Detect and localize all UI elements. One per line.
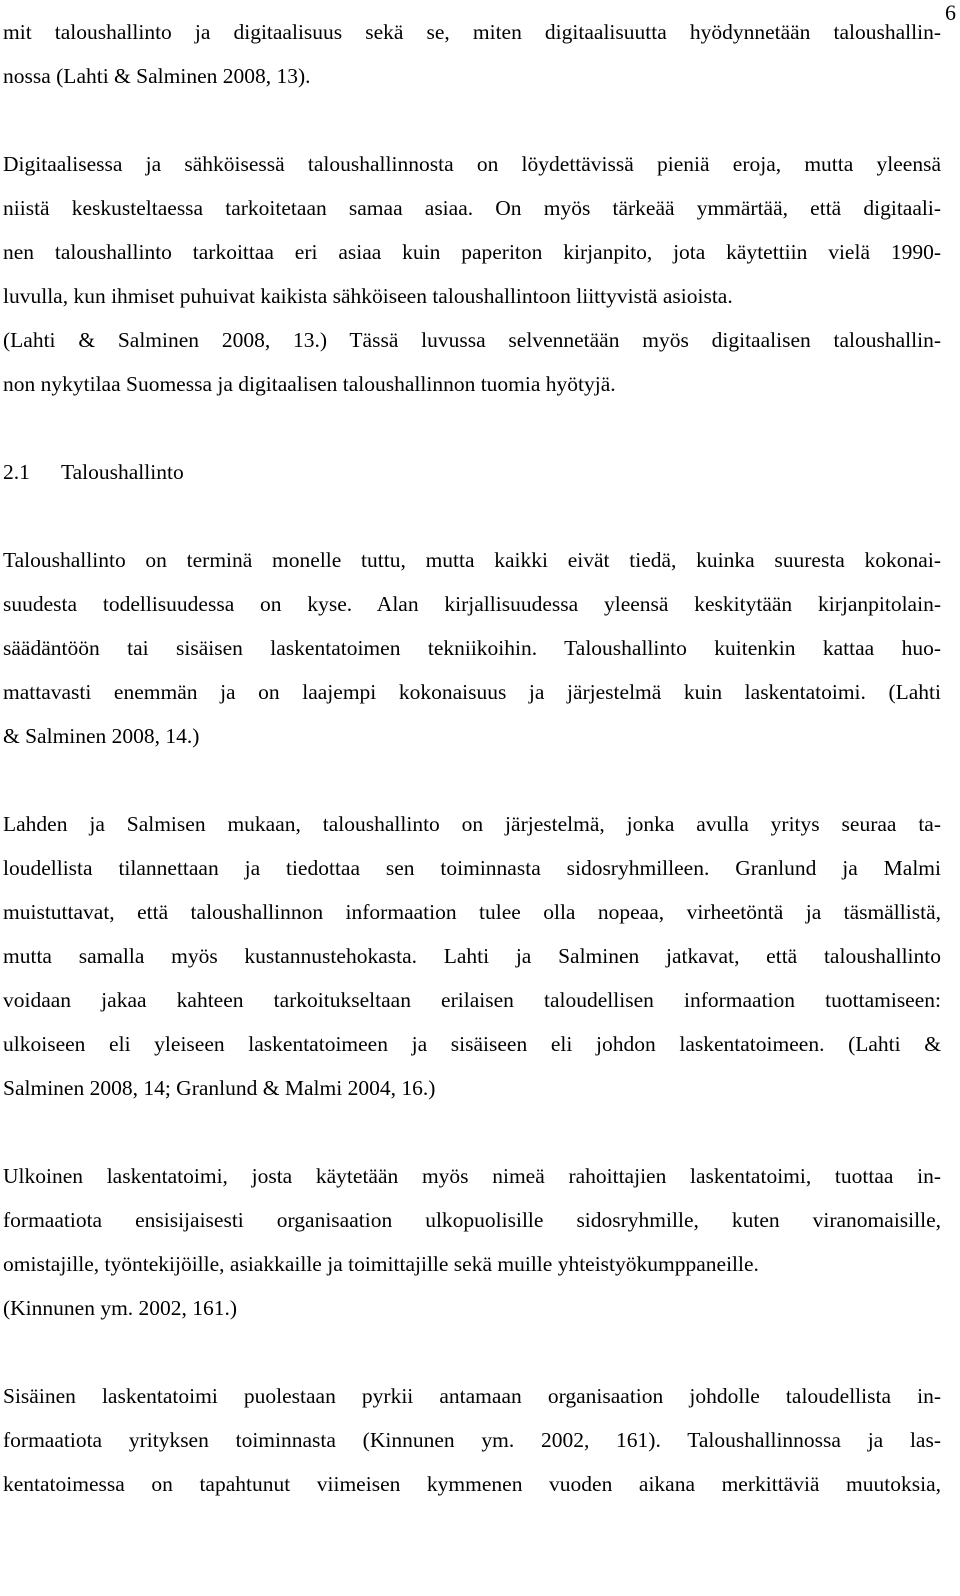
document-page bbox=[3, 10, 941, 1506]
text-line: suudesta todellisuudessa on kyse. Alan kirjallisuudessa yleensä keskitytään kirjanpitolain- bbox=[3, 592, 941, 616]
text-line: Lahden ja Salmisen mukaan, taloushallinto on järjestelmä, jonka avulla yritys seuraa ta- bbox=[3, 812, 941, 836]
text-line: loudellista tilannettaan ja tiedottaa sen toiminnasta sidosryhmilleen. Granlund ja Malmi bbox=[3, 856, 941, 880]
text-line: niistä keskusteltaessa tarkoitetaan samaa asiaa. On myös tärkeää ymmärtää, että digitaali- bbox=[3, 196, 941, 220]
text-line: säädäntöön tai sisäisen laskentatoimen tekniikoihin. Taloushallinto kuitenkin kattaa huo- bbox=[3, 636, 941, 660]
paragraph-lahti-salminen bbox=[3, 802, 941, 1110]
text-line: (Kinnunen ym. 2002, 161.) bbox=[3, 1296, 238, 1320]
section-title: Taloushallinto bbox=[61, 460, 184, 484]
paragraph-ulkoinen-laskentatoimi bbox=[3, 1154, 941, 1330]
text-line: & Salminen 2008, 14.) bbox=[3, 724, 200, 748]
text-line: voidaan jakaa kahteen tarkoitukseltaan erilaisen taloudellisen informaation tuottamiseen: bbox=[3, 988, 941, 1012]
section-number: 2.1 bbox=[3, 460, 30, 484]
text-line: muistuttavat, että taloushallinnon informaation tulee olla nopeaa, virheetöntä ja täsmällistä, bbox=[3, 900, 941, 924]
text-line: Taloushallinto on terminä monelle tuttu, mutta kaikki eivät tiedä, kuinka suuresta kokonai- bbox=[3, 548, 941, 572]
paragraph-digital-accounting bbox=[3, 142, 941, 406]
section-heading bbox=[3, 450, 941, 494]
text-line: (Lahti & Salminen 2008, 13.) Tässä luvussa selvennetään myös digitaalisen taloushallin- bbox=[3, 328, 941, 352]
text-line: omistajille, työntekijöille, asiakkaille ja toimittajille sekä muille yhteistyökumppaneille. bbox=[3, 1252, 759, 1276]
text-line: luvulla, kun ihmiset puhuivat kaikista sähköiseen taloushallintoon liittyvistä asioista. bbox=[3, 284, 733, 308]
text-line: formaatiota yrityksen toiminnasta (Kinnunen ym. 2002, 161). Taloushallinnossa ja las- bbox=[3, 1428, 941, 1452]
paragraph-sisainen-laskentatoimi bbox=[3, 1374, 941, 1506]
text-line: Sisäinen laskentatoimi puolestaan pyrkii antamaan organisaation johdolle taloudellista in- bbox=[3, 1384, 941, 1408]
text-line: ulkoiseen eli yleiseen laskentatoimeen ja sisäiseen eli johdon laskentatoimeen. (Lahti & bbox=[3, 1032, 941, 1056]
paragraph-intro-continuation bbox=[3, 10, 941, 98]
page-number: 6 bbox=[945, 0, 956, 25]
text-line: formaatiota ensisijaisesti organisaation ulkopuolisille sidosryhmille, kuten viranomaisille, bbox=[3, 1208, 941, 1232]
text-line: Ulkoinen laskentatoimi, josta käytetään myös nimeä rahoittajien laskentatoimi, tuottaa in- bbox=[3, 1164, 941, 1188]
text-line: mutta samalla myös kustannustehokasta. Lahti ja Salminen jatkavat, että taloushallinto bbox=[3, 944, 941, 968]
text-line: mattavasti enemmän ja on laajempi kokonaisuus ja järjestelmä kuin laskentatoimi. (Lahti bbox=[3, 680, 941, 704]
text-line: kentatoimessa on tapahtunut viimeisen kymmenen vuoden aikana merkittäviä muutoksia, bbox=[3, 1472, 941, 1496]
paragraph-taloushallinto-definition bbox=[3, 538, 941, 758]
text-line: mit taloushallinto ja digitaalisuus sekä se, miten digitaalisuutta hyödynnetään taloushallin- bbox=[3, 20, 941, 44]
text-line: non nykytilaa Suomessa ja digitaalisen taloushallinnon tuomia hyötyjä. bbox=[3, 372, 616, 396]
text-line: nen taloushallinto tarkoittaa eri asiaa kuin paperiton kirjanpito, jota käytettiin vielä 1990- bbox=[3, 240, 941, 264]
text-line: Digitaalisessa ja sähköisessä taloushallinnosta on löydettävissä pieniä eroja, mutta yleensä bbox=[3, 152, 941, 176]
text-line: Salminen 2008, 14; Granlund & Malmi 2004, 16.) bbox=[3, 1076, 436, 1100]
text-line: nossa (Lahti & Salminen 2008, 13). bbox=[3, 64, 311, 88]
